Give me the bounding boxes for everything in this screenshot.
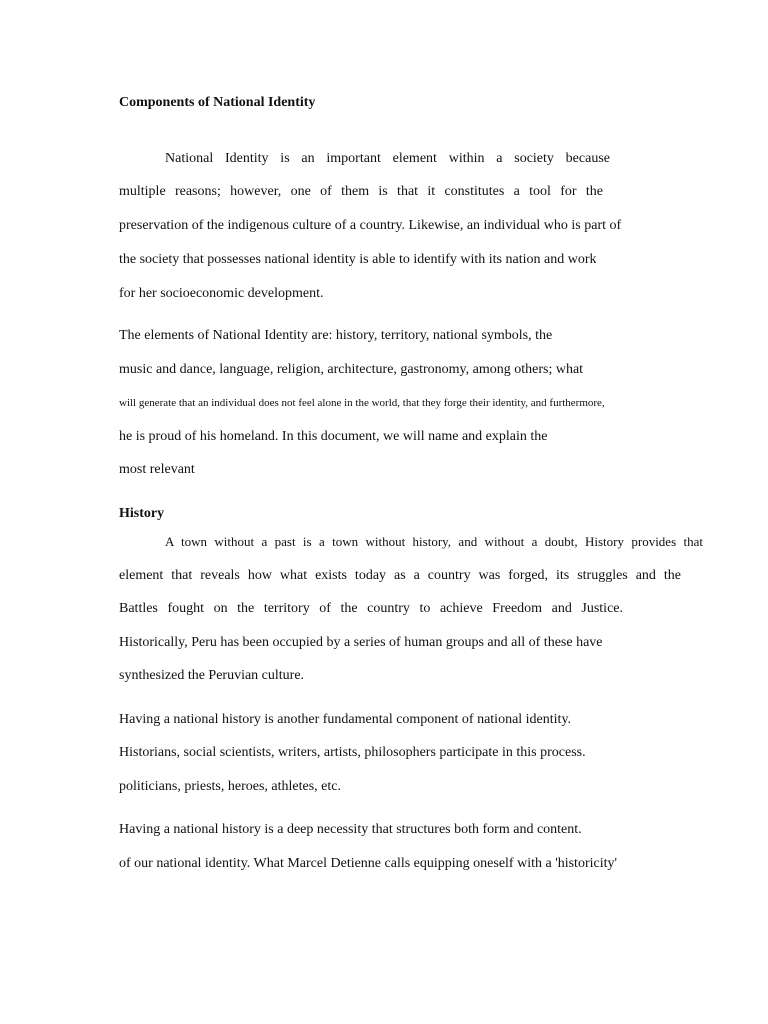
intro-line-1: National Identity is an important element within a society because [165, 151, 610, 166]
elements-line-3: will generate that an individual does not feel alone in the world, that they forge their identity, and furthermore, [119, 397, 605, 409]
national-history-line-3: politicians, priests, heroes, athletes, etc. [119, 779, 341, 794]
elements-line-5: most relevant [119, 462, 195, 477]
national-history-line-1: Having a national history is another fundamental component of national identity. [119, 712, 572, 727]
intro-line-5: for her socioeconomic development. [119, 286, 324, 301]
history-line-1: A town without a past is a town without history, and without a doubt, History provides that [165, 534, 703, 549]
national-history-line-2: Historians, social scientists, writers, artists, philosophers participate in this process. [119, 745, 586, 760]
necessity-line-1: Having a national history is a deep necessity that structures both form and content. [119, 822, 582, 837]
elements-line-4: he is proud of his homeland. In this document, we will name and explain the [119, 429, 548, 444]
history-heading: History [119, 506, 165, 521]
elements-line-1: The elements of National Identity are: history, territory, national symbols, the [119, 328, 553, 343]
history-line-5: synthesized the Peruvian culture. [119, 668, 305, 683]
elements-line-2: music and dance, language, religion, architecture, gastronomy, among others; what [119, 362, 584, 377]
history-line-4: Historically, Peru has been occupied by a series of human groups and all of these have [119, 635, 603, 650]
history-line-3: Battles fought on the territory of the country to achieve Freedom and Justice. [119, 601, 623, 616]
document-title: Components of National Identity [119, 95, 316, 110]
intro-line-3: preservation of the indigenous culture of a country. Likewise, an individual who is part of [119, 218, 622, 233]
intro-line-4: the society that possesses national identity is able to identify with its nation and work [119, 252, 597, 267]
necessity-line-2: of our national identity. What Marcel Detienne calls equipping oneself with a 'historicity' [119, 856, 618, 871]
intro-line-2: multiple reasons; however, one of them is that it constitutes a tool for the [119, 184, 603, 199]
history-line-2: element that reveals how what exists today as a country was forged, its struggles and the [119, 568, 681, 583]
